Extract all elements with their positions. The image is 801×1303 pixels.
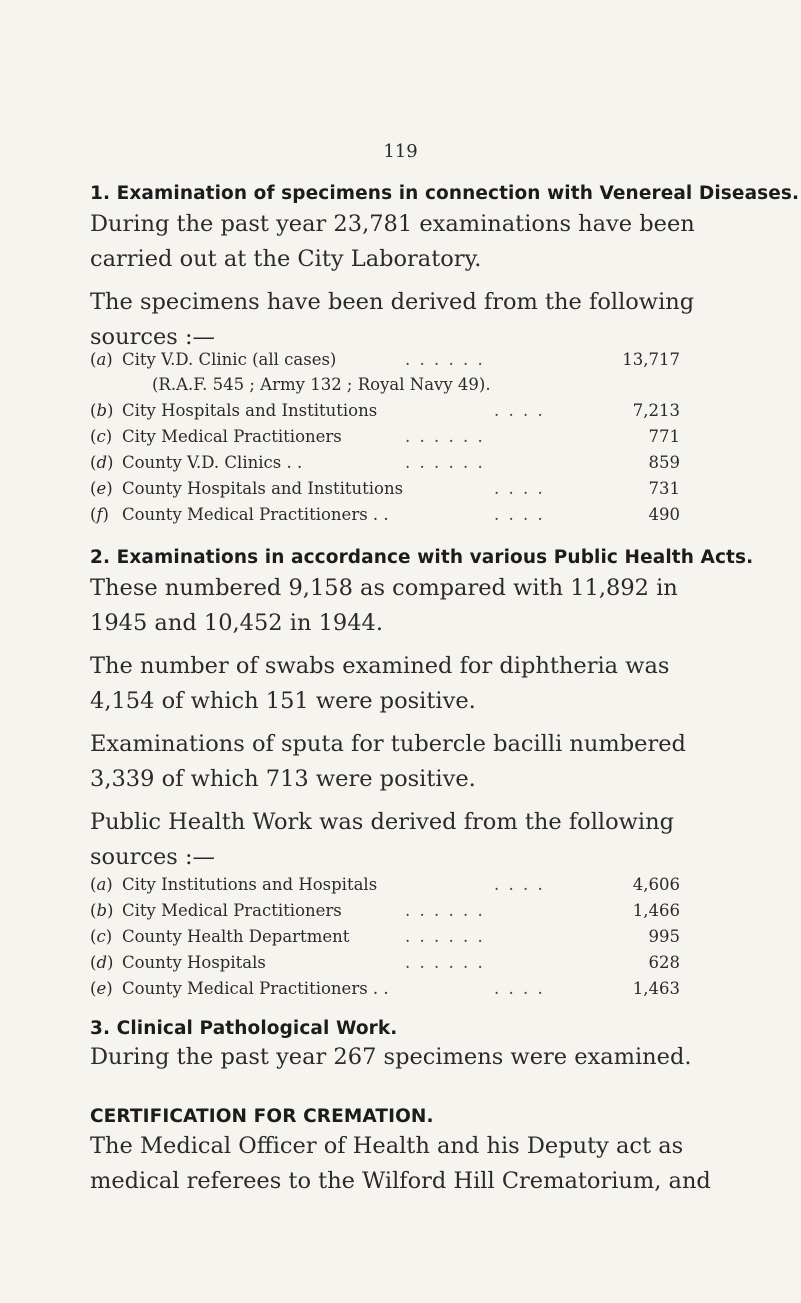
section-2-paragraph-4 [90,805,730,875]
item-label: County Hospitals and Institutions [122,479,404,498]
leader-dots: . . . . . . [405,350,485,369]
leader-dots: . . . . . . [405,453,485,472]
leader-dots: . . . . [494,401,545,420]
item-label: County Hospitals [122,953,266,972]
text-line: carried out at the City Laboratory. [90,246,482,272]
list-item [90,350,680,374]
item-value: 771 [648,427,680,446]
item-value: 1,466 [632,901,680,920]
item-label: County V.D. Clinics . . [122,453,303,472]
item-value: 4,606 [632,875,680,894]
list-item [90,479,680,503]
item-value: 995 [648,927,680,946]
text-line: 4,154 of which 151 were positive. [90,688,476,714]
item-label: County Medical Practitioners . . [122,505,389,524]
item-label: County Health Department [122,927,350,946]
item-letter: (e) [90,979,113,998]
item-value: 490 [648,505,680,524]
item-letter: (a) [90,875,113,894]
text-line: 3,339 of which 713 were positive. [90,766,476,792]
leader-dots: . . . . . . [405,953,485,972]
item-label: City Hospitals and Institutions [122,401,378,420]
list-item [90,427,680,451]
item-label: City Medical Practitioners [122,427,342,446]
section-4-heading: CERTIFICATION FOR CREMATION. [90,1106,434,1127]
item-value: 7,213 [632,401,680,420]
section-1-heading: 1. Examination of specimens in connection with Venereal Diseases. [90,183,800,204]
list-item [90,453,680,477]
list-item [90,979,680,1003]
text-line: These numbered 9,158 as compared with 11,892 in [90,575,678,601]
section-3-paragraph-1 [90,1040,730,1075]
list-item [90,505,680,529]
text-line: The number of swabs examined for diphtheria was [90,653,670,679]
section-2-paragraph-3 [90,727,730,797]
item-value: 628 [648,953,680,972]
leader-dots: . . . . . . [405,427,485,446]
item-letter: (b) [90,901,114,920]
list-item [90,401,680,425]
leader-dots: . . . . . . [405,927,485,946]
text-line: The specimens have been derived from the following [90,289,695,315]
section-2-heading: 2. Examinations in accordance with various Public Health Acts. [90,547,754,568]
leader-dots: . . . . [494,875,545,894]
item-letter: (c) [90,927,113,946]
text-line: sources :— [90,844,216,870]
section-4-paragraph-1 [90,1129,730,1199]
section-1-paragraph-2 [90,285,730,355]
list-item [90,953,680,977]
item-value: 859 [648,453,680,472]
text-line: During the past year 267 specimens were examined. [90,1044,692,1070]
item-letter: (f) [90,505,109,524]
leader-dots: . . . . [494,479,545,498]
section-2-paragraph-1 [90,571,730,641]
section-2-paragraph-2 [90,649,730,719]
item-value: 731 [648,479,680,498]
item-letter: (d) [90,953,114,972]
item-letter: (b) [90,401,114,420]
item-letter: (e) [90,479,113,498]
list-item [90,901,680,925]
text-line: sources :— [90,324,216,350]
item-note: (R.A.F. 545 ; Army 132 ; Royal Navy 49). [152,375,491,394]
item-letter: (a) [90,350,113,369]
text-line: During the past year 23,781 examinations have been [90,211,695,237]
leader-dots: . . . . [494,505,545,524]
leader-dots: . . . . . . [405,901,485,920]
list-item [90,927,680,951]
list-item [90,875,680,899]
page-number: 119 [383,141,418,162]
section-1-paragraph-1 [90,207,730,277]
item-label: County Medical Practitioners . . [122,979,389,998]
text-line: Public Health Work was derived from the following [90,809,675,835]
leader-dots: . . . . [494,979,545,998]
text-line: The Medical Officer of Health and his Deputy act as [90,1133,684,1159]
text-line: 1945 and 10,452 in 1944. [90,610,384,636]
item-value: 13,717 [622,350,680,369]
text-line: medical referees to the Wilford Hill Crematorium, and [90,1168,711,1194]
item-value: 1,463 [632,979,680,998]
text-line: Examinations of sputa for tubercle bacilli numbered [90,731,686,757]
section-3-heading: 3. Clinical Pathological Work. [90,1018,398,1039]
item-letter: (d) [90,453,114,472]
item-label: City Medical Practitioners [122,901,342,920]
item-letter: (c) [90,427,113,446]
item-label: City V.D. Clinic (all cases) [122,350,337,369]
item-label: City Institutions and Hospitals [122,875,378,894]
